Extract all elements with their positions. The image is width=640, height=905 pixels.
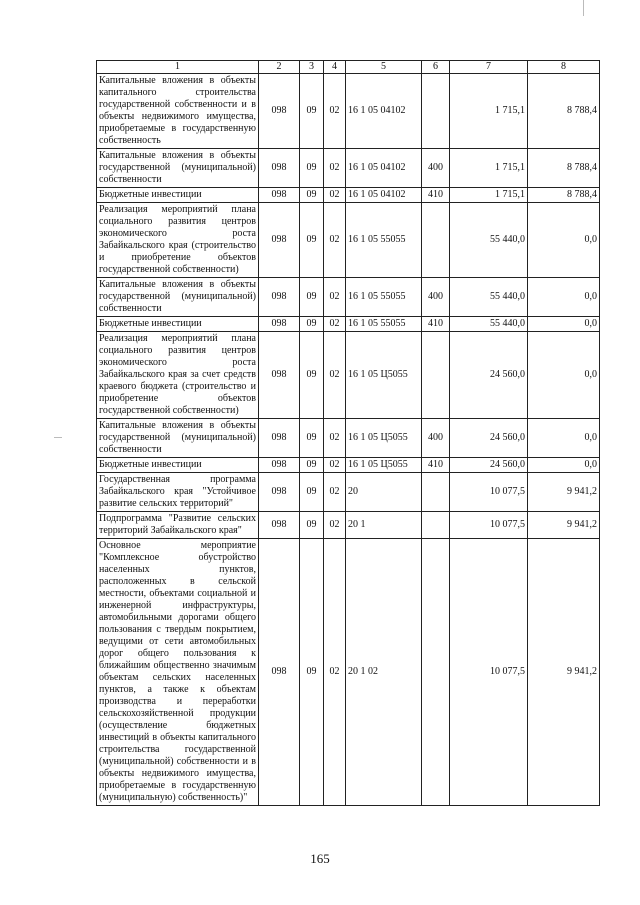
row-v8: 8 788,4 [528, 74, 600, 149]
row-adm: 098 [259, 458, 300, 473]
row-v8: 8 788,4 [528, 188, 600, 203]
row-v8: 0,0 [528, 458, 600, 473]
row-pr: 02 [324, 458, 346, 473]
row-rz: 09 [300, 278, 324, 317]
table-row [97, 419, 600, 458]
row-vr: 410 [422, 458, 450, 473]
row-rz: 09 [300, 149, 324, 188]
row-pr: 02 [324, 203, 346, 278]
table-row [97, 188, 600, 203]
row-vr [422, 332, 450, 419]
row-v7: 1 715,1 [450, 149, 528, 188]
row-rz: 09 [300, 203, 324, 278]
row-name: Бюджетные инвестиции [97, 458, 259, 473]
row-pr: 02 [324, 188, 346, 203]
row-vr: 400 [422, 419, 450, 458]
scan-mark-top [583, 0, 584, 16]
table-row [97, 458, 600, 473]
col-header: 2 [259, 61, 300, 74]
row-v8: 8 788,4 [528, 149, 600, 188]
row-adm: 098 [259, 317, 300, 332]
row-rz: 09 [300, 458, 324, 473]
row-cls: 16 1 05 04102 [346, 149, 422, 188]
row-pr: 02 [324, 512, 346, 539]
row-v7: 10 077,5 [450, 539, 528, 806]
row-v7: 55 440,0 [450, 203, 528, 278]
row-adm: 098 [259, 278, 300, 317]
row-cls: 20 1 [346, 512, 422, 539]
row-pr: 02 [324, 332, 346, 419]
row-pr: 02 [324, 317, 346, 332]
row-name: Основное мероприятие "Комплексное обустройство населенных пунктов, расположенных в сельской местности, объектами социальной и инженерной инфраструктуры, автомобильными дорогами общего пользования с твердым покрытием, ведущими от сети автомобильных дорог общего пользования к ближайшим общественно значимым объектам сельских населенных пунктов, а также к объектам производства и переработки сельскохозяйственной продукции (осуществление бюджетных инвестиций в объекты капитального строительства государственной (муниципальной) собственности и в объекты недвижимого имущества, приобретаемые в государственную (муниципальную) собственность)" [97, 539, 259, 806]
table-row [97, 332, 600, 419]
col-header: 1 [97, 61, 259, 74]
col-header: 8 [528, 61, 600, 74]
row-v7: 55 440,0 [450, 278, 528, 317]
row-adm: 098 [259, 473, 300, 512]
row-vr: 400 [422, 149, 450, 188]
row-v8: 0,0 [528, 317, 600, 332]
row-v8: 0,0 [528, 203, 600, 278]
row-v8: 0,0 [528, 278, 600, 317]
row-vr [422, 203, 450, 278]
row-name: Капитальные вложения в объекты государственной (муниципальной) собственности [97, 149, 259, 188]
table-row [97, 317, 600, 332]
table-row [97, 203, 600, 278]
table-row [97, 149, 600, 188]
col-header: 5 [346, 61, 422, 74]
row-rz: 09 [300, 512, 324, 539]
row-cls: 20 1 02 [346, 539, 422, 806]
row-rz: 09 [300, 419, 324, 458]
row-adm: 098 [259, 419, 300, 458]
row-v7: 24 560,0 [450, 332, 528, 419]
row-name: Подпрограмма "Развитие сельских территорий Забайкальского края" [97, 512, 259, 539]
table-row [97, 278, 600, 317]
row-v7: 1 715,1 [450, 188, 528, 203]
row-cls: 16 1 05 04102 [346, 74, 422, 149]
row-cls: 16 1 05 55055 [346, 278, 422, 317]
row-pr: 02 [324, 419, 346, 458]
table-row [97, 512, 600, 539]
row-v7: 24 560,0 [450, 458, 528, 473]
row-name: Бюджетные инвестиции [97, 188, 259, 203]
budget-table [96, 60, 600, 806]
row-v7: 24 560,0 [450, 419, 528, 458]
table-header-row [97, 61, 600, 74]
col-header: 4 [324, 61, 346, 74]
col-header: 6 [422, 61, 450, 74]
row-rz: 09 [300, 74, 324, 149]
row-pr: 02 [324, 149, 346, 188]
row-name: Государственная программа Забайкальского края "Устойчивое развитие сельских территорий" [97, 473, 259, 512]
row-vr: 410 [422, 188, 450, 203]
row-v8: 9 941,2 [528, 512, 600, 539]
row-vr [422, 539, 450, 806]
row-name: Капитальные вложения в объекты государственной (муниципальной) собственности [97, 278, 259, 317]
row-pr: 02 [324, 278, 346, 317]
row-cls: 16 1 05 04102 [346, 188, 422, 203]
table-row [97, 473, 600, 512]
row-cls: 16 1 05 Ц5055 [346, 419, 422, 458]
row-rz: 09 [300, 539, 324, 806]
row-cls: 16 1 05 Ц5055 [346, 332, 422, 419]
row-adm: 098 [259, 512, 300, 539]
row-name: Капитальные вложения в объекты государственной (муниципальной) собственности [97, 419, 259, 458]
row-v7: 1 715,1 [450, 74, 528, 149]
table-row [97, 539, 600, 806]
row-pr: 02 [324, 539, 346, 806]
row-name: Бюджетные инвестиции [97, 317, 259, 332]
row-vr [422, 512, 450, 539]
row-rz: 09 [300, 317, 324, 332]
row-v7: 10 077,5 [450, 512, 528, 539]
row-name: Реализация мероприятий плана социального развития центров экономического роста Забайкальского края (строительство и приобретение объектов государственной собственности) [97, 203, 259, 278]
row-v7: 10 077,5 [450, 473, 528, 512]
row-adm: 098 [259, 74, 300, 149]
row-name: Капитальные вложения в объекты капитального строительства государственной собственности и в объекты недвижимого имущества, приобретаемые в государственную собственность [97, 74, 259, 149]
row-adm: 098 [259, 149, 300, 188]
row-pr: 02 [324, 74, 346, 149]
col-header: 7 [450, 61, 528, 74]
row-pr: 02 [324, 473, 346, 512]
row-adm: 098 [259, 332, 300, 419]
page-number: 165 [310, 851, 330, 866]
col-header: 3 [300, 61, 324, 74]
row-adm: 098 [259, 203, 300, 278]
row-cls: 16 1 05 55055 [346, 203, 422, 278]
row-v8: 0,0 [528, 332, 600, 419]
row-v7: 55 440,0 [450, 317, 528, 332]
row-rz: 09 [300, 473, 324, 512]
table-row [97, 74, 600, 149]
row-cls: 20 [346, 473, 422, 512]
row-vr: 400 [422, 278, 450, 317]
row-v8: 0,0 [528, 419, 600, 458]
row-rz: 09 [300, 188, 324, 203]
row-adm: 098 [259, 188, 300, 203]
row-vr [422, 473, 450, 512]
row-cls: 16 1 05 55055 [346, 317, 422, 332]
row-name: Реализация мероприятий плана социального развития центров экономического роста Забайкальского края за счет средств краевого бюджета (строительство и приобретение объектов государственной собственности) [97, 332, 259, 419]
row-v8: 9 941,2 [528, 539, 600, 806]
row-vr [422, 74, 450, 149]
row-cls: 16 1 05 Ц5055 [346, 458, 422, 473]
row-rz: 09 [300, 332, 324, 419]
scan-mark-left [54, 437, 62, 438]
row-adm: 098 [259, 539, 300, 806]
row-vr: 410 [422, 317, 450, 332]
row-v8: 9 941,2 [528, 473, 600, 512]
